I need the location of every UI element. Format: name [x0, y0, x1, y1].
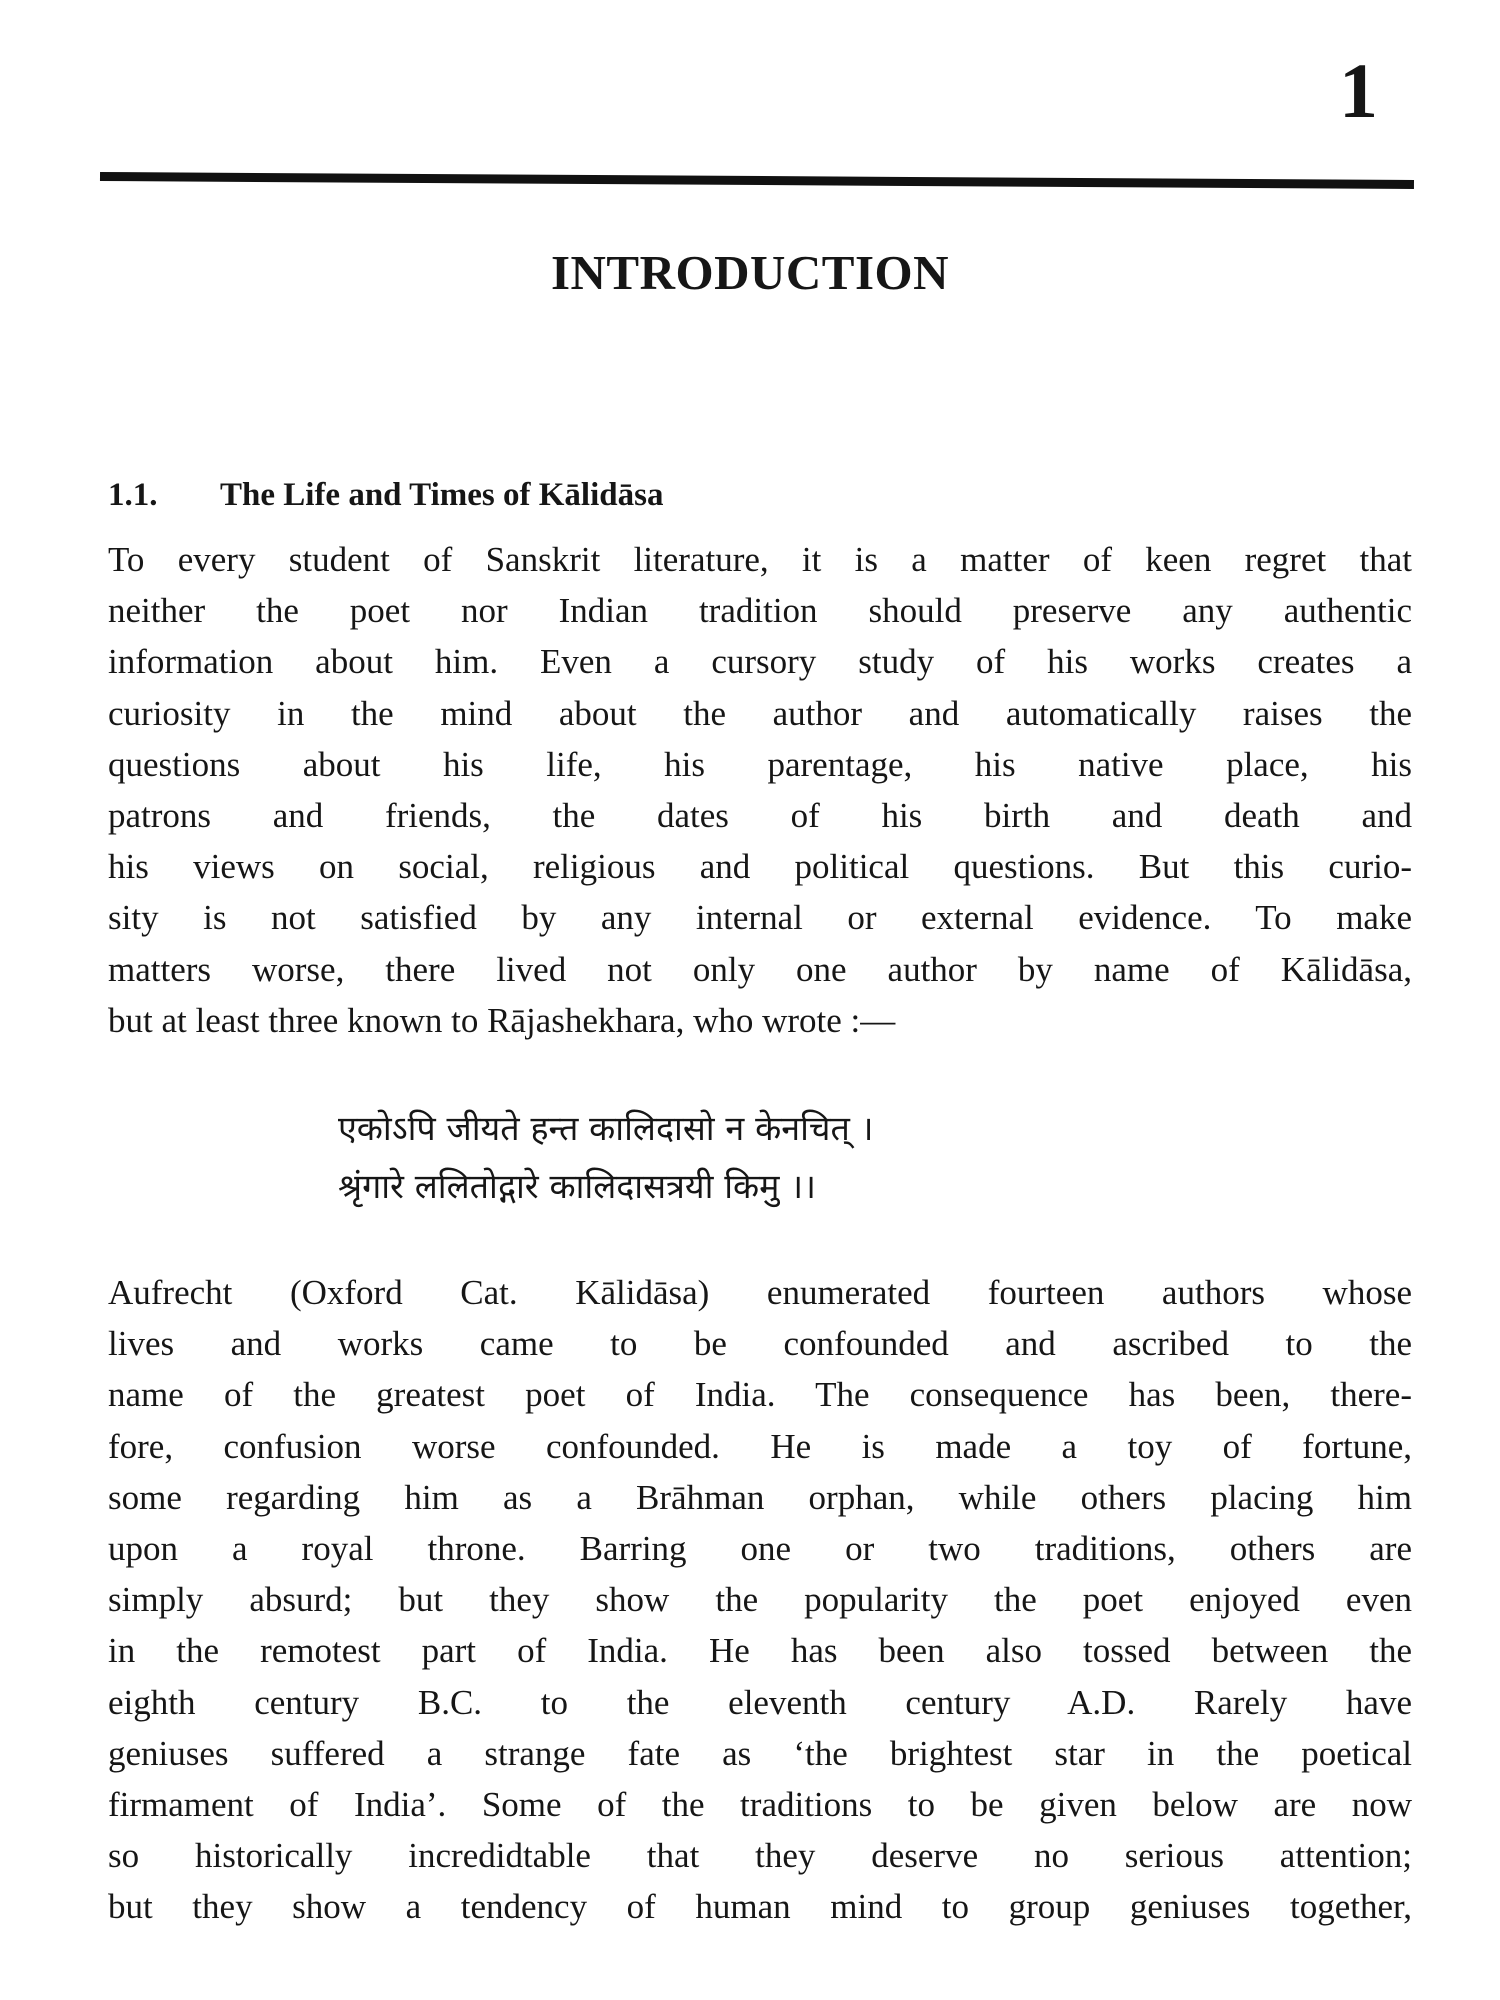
paragraph-line: fore, confusion worse confounded. He is made a toy of fortune,: [108, 1426, 1412, 1466]
paragraph-line: To every student of Sanskrit literature, it is a matter of keen regret that: [108, 540, 1412, 579]
paragraph-line: his views on social, religious and political questions. But this curio-: [108, 847, 1412, 887]
chapter-number: 1: [1339, 47, 1378, 134]
paragraph-line: but they show a tendency of human mind to group geniuses together,: [108, 1887, 1412, 1927]
paragraph-line: but at least three known to Rājashekhara, who wrote :—: [108, 1000, 896, 1040]
paragraph-line: neither the poet nor Indian tradition should preserve any authentic: [108, 591, 1412, 631]
section-number: 1.1.: [108, 477, 158, 513]
section-heading: [108, 476, 663, 516]
paragraph-line: matters worse, there lived not only one author by name of Kālidāsa,: [108, 949, 1412, 989]
paragraph-line: name of the greatest poet of India. The consequence has been, there-: [108, 1375, 1412, 1415]
paragraph-line: sity is not satisfied by any internal or external evidence. To make: [108, 898, 1412, 938]
paragraph-line: geniuses suffered a strange fate as ‘the brightest star in the poetical: [108, 1733, 1412, 1773]
paragraph-line: so historically incredidtable that they deserve no serious attention;: [108, 1836, 1412, 1876]
sanskrit-verse: [338, 1100, 874, 1216]
header-rule: [100, 172, 1414, 189]
paragraph-line: Aufrecht (Oxford Cat. Kālidāsa) enumerated fourteen authors whose: [108, 1273, 1412, 1312]
paragraph-line: in the remotest part of India. He has been also tossed between the: [108, 1631, 1412, 1671]
section-title: The Life and Times of Kālidāsa: [220, 477, 664, 513]
paragraph-line: lives and works came to be confounded and ascribed to the: [108, 1324, 1412, 1364]
verse-line: एकोऽपि जीयते हन्त कालिदासो न केनचित् ।: [338, 1109, 874, 1149]
paragraph-2: [108, 1267, 1412, 1933]
paragraph-line: some regarding him as a Brāhman orphan, while others placing him: [108, 1477, 1412, 1517]
paragraph-line: firmament of India’. Some of the traditions to be given below are now: [108, 1785, 1412, 1825]
paragraph-line: information about him. Even a cursory study of his works creates a: [108, 642, 1412, 682]
paragraph-line: questions about his life, his parentage, his native place, his: [108, 744, 1412, 784]
paragraph-1: [108, 534, 1412, 1046]
paragraph-line: simply absurd; but they show the popularity the poet enjoyed even: [108, 1580, 1412, 1620]
paragraph-line: upon a royal throne. Barring one or two traditions, others are: [108, 1529, 1412, 1569]
paragraph-line: eighth century B.C. to the eleventh century A.D. Rarely have: [108, 1682, 1412, 1722]
chapter-title: INTRODUCTION: [550, 245, 950, 300]
paragraph-line: patrons and friends, the dates of his birth and death and: [108, 796, 1412, 836]
verse-line: श्रृंगारे ललितोद्गारे कालिदासत्रयी किमु ।।: [338, 1167, 817, 1207]
paragraph-line: curiosity in the mind about the author and automatically raises the: [108, 693, 1412, 733]
